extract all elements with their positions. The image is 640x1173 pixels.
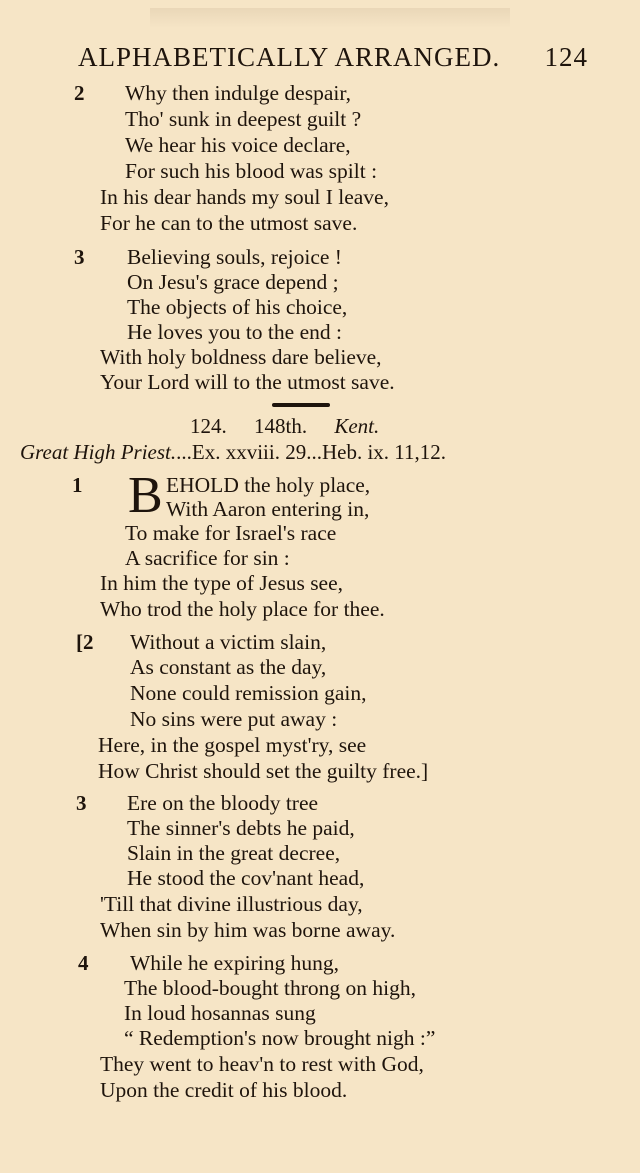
hymn-number: 124.: [190, 414, 227, 438]
page-number: 124: [544, 42, 588, 72]
verse-number: 3: [76, 791, 87, 815]
verse-line: With Aaron entering in,: [166, 497, 370, 521]
verse-line: They went to heav'n to rest with God,: [100, 1052, 424, 1076]
verse-line: We hear his voice declare,: [125, 133, 351, 157]
verse-line: He loves you to the end :: [127, 320, 342, 344]
ornamental-rule: [272, 403, 330, 407]
verse-line: The blood-bought throng on high,: [124, 976, 417, 1000]
verse-line: EHOLD the holy place,: [166, 473, 371, 497]
verse-line: As constant as the day,: [130, 655, 327, 679]
verse-line: In his dear hands my soul I leave,: [100, 185, 389, 209]
verse-line: Who trod the holy place for thee.: [100, 597, 385, 621]
verse-number: 4: [78, 951, 89, 975]
verse-line: While he expiring hung,: [130, 951, 339, 975]
verse-line: Believing souls, rejoice !: [127, 245, 342, 269]
hymn-heading: [190, 414, 379, 439]
verse-number: 1: [72, 473, 83, 497]
drop-cap: B: [128, 467, 163, 524]
verse-line: Ere on the bloody tree: [127, 791, 319, 815]
verse-line: When sin by him was borne away.: [100, 918, 396, 942]
verse-line: A sacrifice for sin :: [125, 546, 290, 570]
verse-line: The sinner's debts he paid,: [127, 816, 355, 840]
verse-line: “ Redemption's now brought nigh :”: [124, 1026, 436, 1050]
verse-line: Here, in the gospel myst'ry, see: [98, 733, 367, 757]
verse-number: 2: [74, 81, 85, 105]
verse-line: Why then indulge despair,: [125, 81, 352, 105]
verse-line: With holy boldness dare believe,: [100, 345, 382, 369]
verse-line: The objects of his choice,: [127, 295, 348, 319]
scripture-reference: ...Ex. xxviii. 29...Heb. ix. 11,12.: [176, 440, 447, 464]
hymn-tune: Kent.: [334, 414, 380, 438]
verse-number: 3: [74, 245, 85, 269]
running-title: ALPHABETICALLY ARRANGED.: [78, 42, 501, 72]
verse-line: Your Lord will to the utmost save.: [100, 370, 395, 394]
verse-line: None could remission gain,: [130, 681, 367, 705]
verse-line: Upon the credit of his blood.: [100, 1078, 348, 1102]
verse-line: How Christ should set the guilty free.]: [98, 759, 429, 783]
hymn-meter: 148th.: [254, 414, 308, 438]
verse-line: For such his blood was spilt :: [125, 159, 378, 183]
verse-line: On Jesu's grace depend ;: [127, 270, 339, 294]
verse-line: Without a victim slain,: [130, 630, 327, 654]
verse-line: In him the type of Jesus see,: [100, 571, 344, 595]
verse-number: [2: [76, 630, 94, 654]
running-header: [78, 42, 588, 73]
hymn-subject: Great High Priest.: [20, 440, 177, 464]
verse-line: Slain in the great decree,: [127, 841, 341, 865]
verse-line: 'Till that divine illustrious day,: [100, 892, 363, 916]
verse-line: In loud hosannas sung: [124, 1001, 316, 1025]
hymn-subject-line: [20, 440, 446, 465]
bleed-through-shadow: [150, 8, 510, 28]
verse-line: Tho' sunk in deepest guilt ?: [125, 107, 362, 131]
verse-line: To make for Israel's race: [125, 521, 337, 545]
verse-line: No sins were put away :: [130, 707, 338, 731]
verse-line: He stood the cov'nant head,: [127, 866, 365, 890]
verse-line: For he can to the utmost save.: [100, 211, 358, 235]
